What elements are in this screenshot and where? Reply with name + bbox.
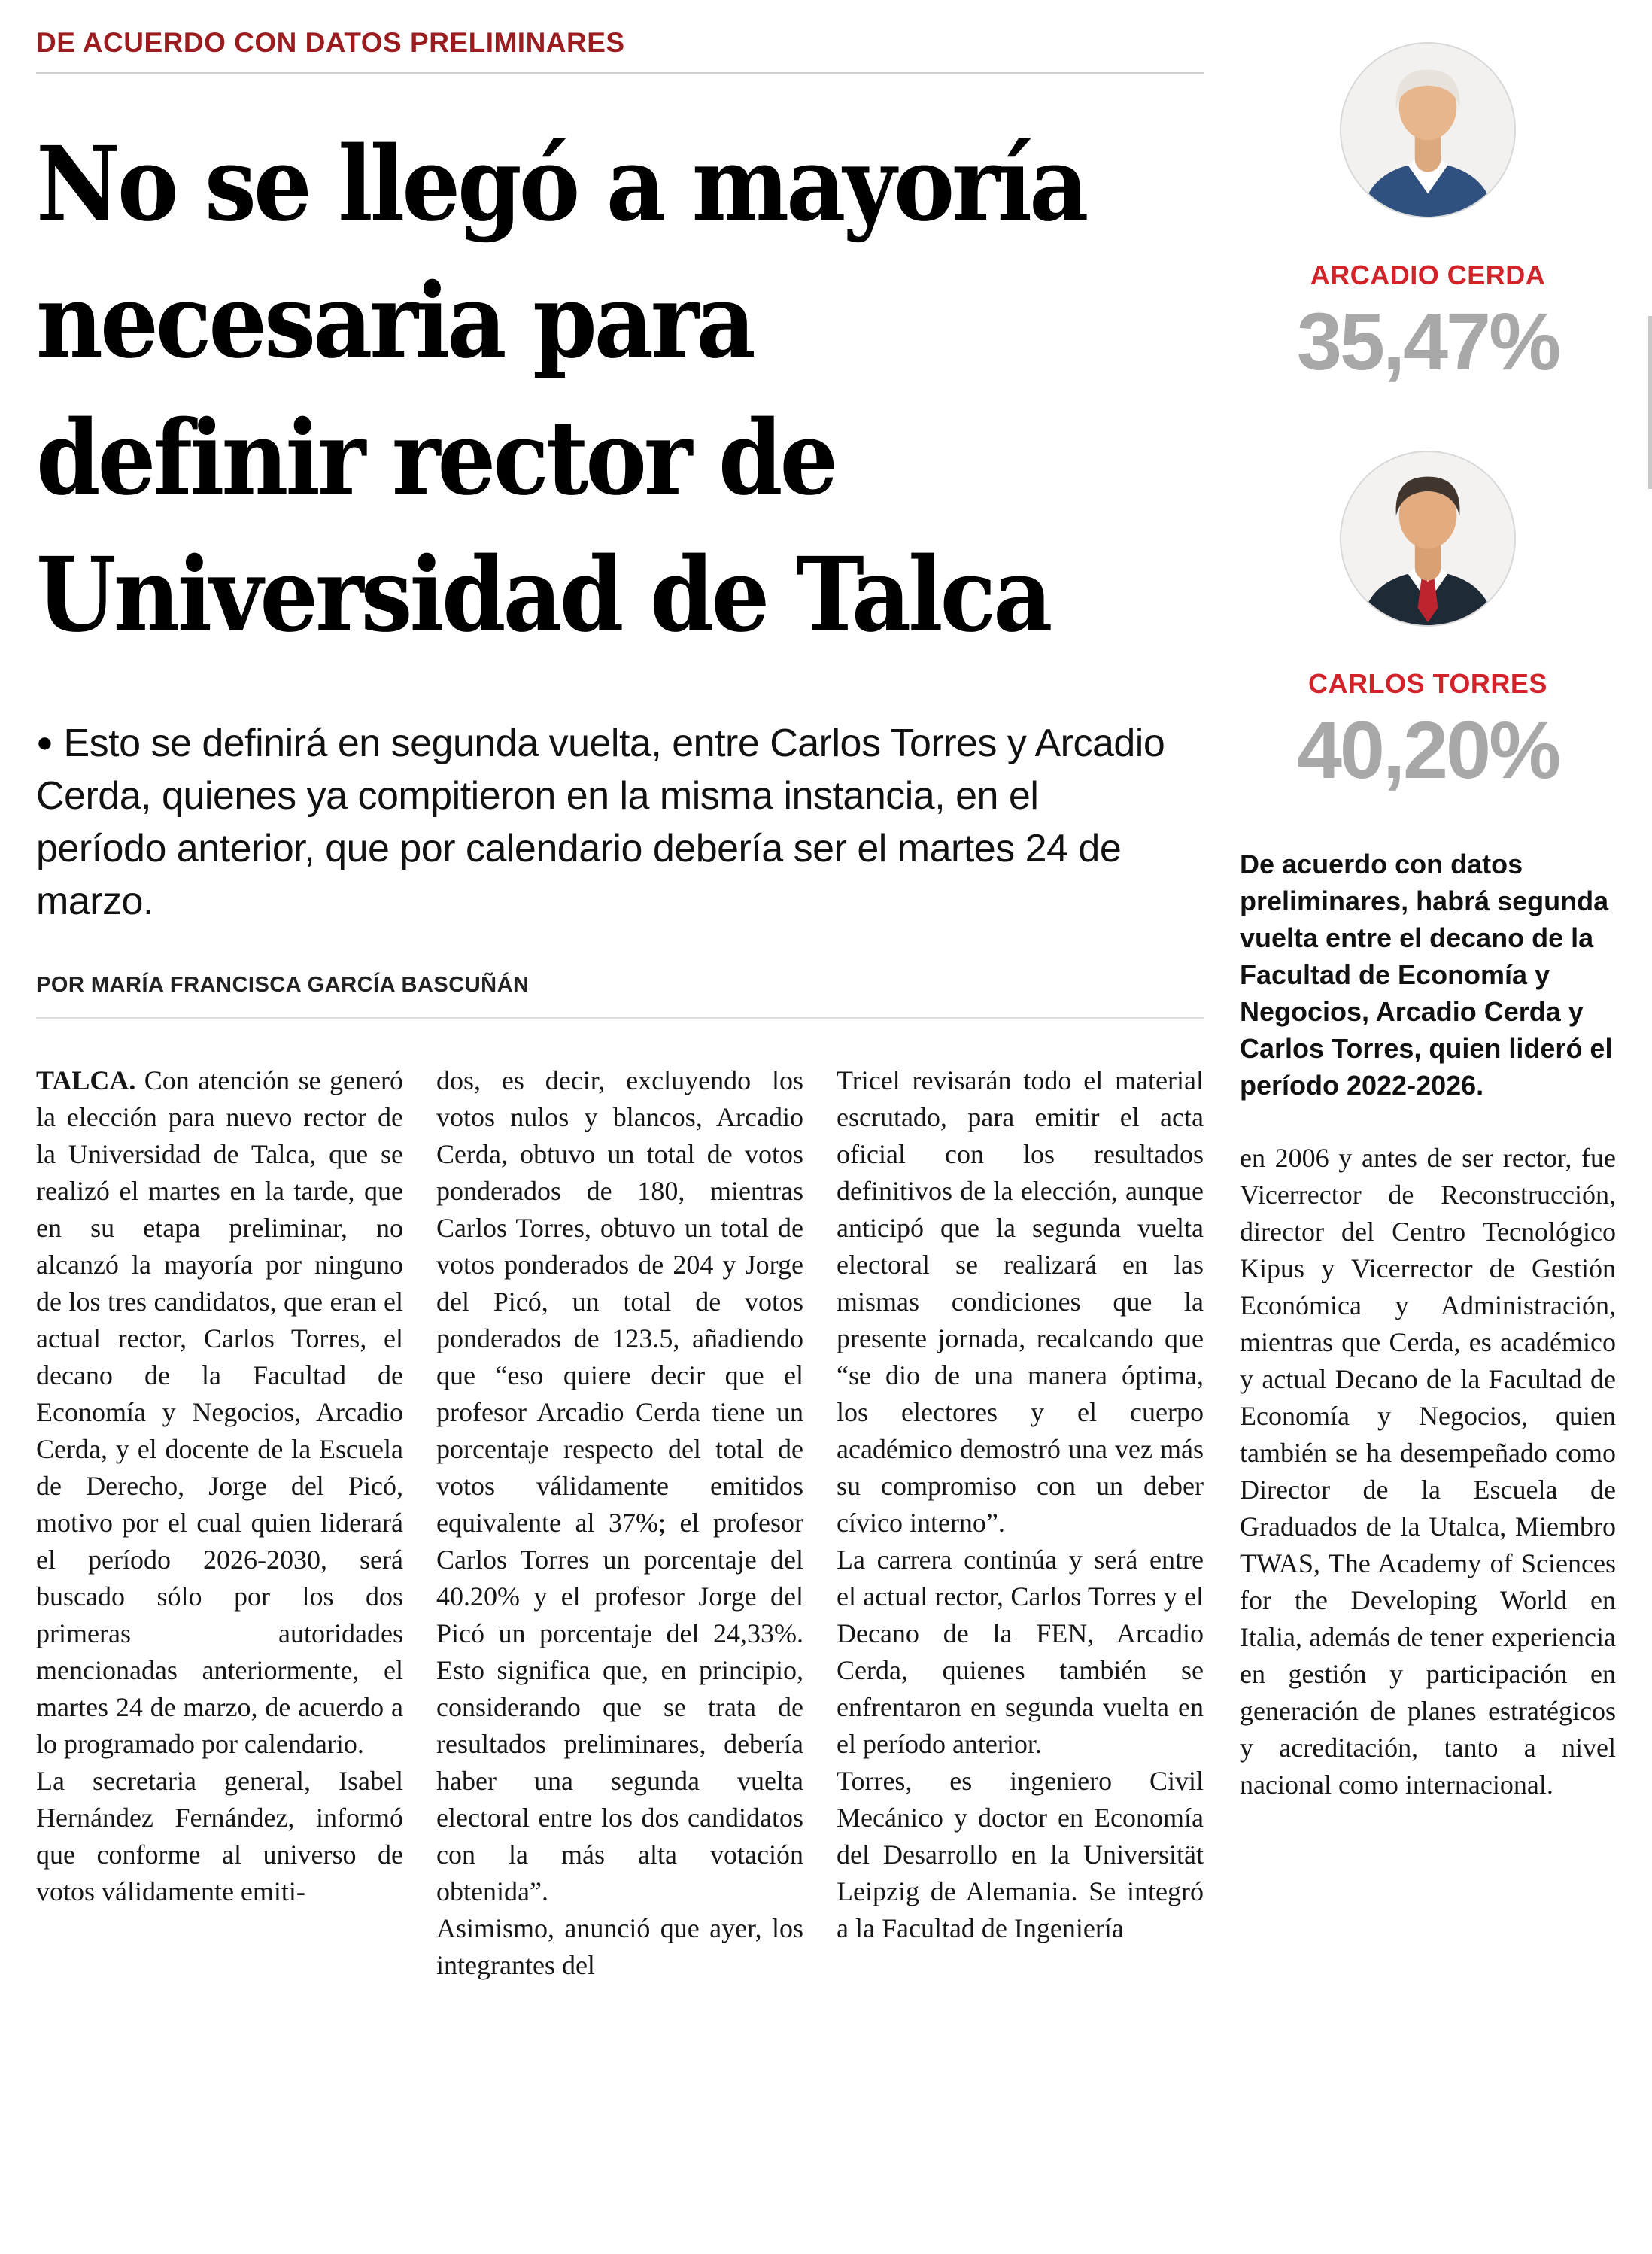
article-body	[36, 1062, 1204, 1984]
candidate-percentage: 35,47%	[1296, 296, 1559, 387]
person-avatar-icon	[1341, 452, 1514, 625]
page-edge-rule	[1648, 316, 1652, 489]
headline-line: definir rector de	[36, 398, 836, 518]
paragraph: La secretaria general, Isabel Hernández Fernández, informó que conforme al universo de votos válidamente emiti-	[36, 1766, 403, 1906]
sidebar-body-text: en 2006 y antes de ser rector, fue Vicerrector de Reconstrucción, director del Centro Tecnológico Kipus y Vicerrector de Gestión Económica y Administración, mientras que Cerda, es académico y actual Decano de la Facultad de Economía y Negocios, quien también se ha desempeñado como Director de la Escuela de Graduados de la Utalca, Miembro TWAS, The Academy of Sciences for the Developing World en Italia, además de tener experiencia en gestión y participación en generación de planes estratégicos y acreditación, tanto a nivel nacional como internacional.	[1240, 1143, 1616, 1800]
candidate-percentage: 40,20%	[1296, 704, 1559, 795]
candidate-card-arcadio-cerda	[1240, 42, 1616, 387]
candidate-name: CARLOS TORRES	[1308, 668, 1547, 699]
sidebar-lede: De acuerdo con datos preliminares, habrá segunda vuelta entre el decano de la Facultad de Economía y Negocios, Arcadio Cerda y Carlos Torres, quien lideró el período 2022-2026.	[1240, 849, 1613, 1101]
headline	[36, 116, 1204, 664]
deck-text: Esto se definirá en segunda vuelta, entre Carlos Torres y Arcadio Cerda, quienes ya compitieron en la misma instancia, en el período anterior, que por calendario debería ser el martes 24 de marzo.	[36, 721, 1165, 923]
article-column-1	[36, 1062, 403, 1984]
arcadio-cerda-portrait-photo	[1340, 42, 1516, 218]
carlos-torres-portrait-photo	[1340, 451, 1516, 627]
byline: POR MARÍA FRANCISCA GARCÍA BASCUÑÁN	[36, 973, 530, 997]
dateline: TALCA.	[36, 1065, 136, 1095]
main-article	[36, 27, 1204, 1984]
paragraph: La carrera continúa y será entre el actual rector, Carlos Torres y el Decano de la FEN, Arcadio Cerda, quienes también se enfrentaron en segunda vuelta en el período anterior.	[837, 1545, 1204, 1759]
paragraph: Tricel revisarán todo el material escrutado, para emitir el acta oficial con los resultados definitivos de la elección, aunque anticipó que la segunda vuelta electoral se realizará en las mismas condiciones que la presente jornada, recalcando que “se dio de una manera óptima, los electores y el cuerpo académico demostró una vez más su compromiso con un deber cívico interno”.	[837, 1065, 1204, 1538]
person-avatar-icon	[1341, 44, 1514, 217]
paragraph: Asimismo, anunció que ayer, los integrantes del	[436, 1913, 803, 1980]
headline-line: Universidad de Talca	[36, 535, 1050, 655]
results-sidebar	[1240, 27, 1616, 1984]
bullet-icon: ●	[36, 727, 53, 758]
page-content	[36, 27, 1616, 1984]
kicker-rule	[36, 72, 1204, 74]
byline-rule	[36, 1017, 1204, 1019]
candidate-card-carlos-torres	[1240, 451, 1616, 795]
kicker: DE ACUERDO CON DATOS PRELIMINARES	[36, 27, 625, 58]
deck	[36, 716, 1172, 928]
paragraph: dos, es decir, excluyendo los votos nulos y blancos, Arcadio Cerda, obtuvo un total de votos ponderados de 180, mientras Carlos Torres, obtuvo un total de votos ponderados de 204 y Jorge del Picó, un total de votos ponderados de 123.5, añadiendo que “eso quiere decir que el profesor Arcadio Cerda tiene un porcentaje respecto del total de votos válidamente emitidos equivalente al 37%; el profesor Carlos Torres un porcentaje del 40.20% y el profesor Jorge del Picó un porcentaje del 24,33%. Esto significa que, en principio, considerando que se trata de resultados preliminares, debería haber una segunda vuelta electoral entre los dos candidatos con la más alta votación obtenida”.	[436, 1065, 803, 1906]
headline-line: necesaria para	[36, 261, 753, 381]
article-column-3	[837, 1062, 1204, 1984]
paragraph-text: Con atención se generó la elección para nuevo rector de la Universidad de Talca, que se realizó el martes en la tarde, que en su etapa preliminar, no alcanzó la mayoría por ninguno de los tres candidatos, que eran el actual rector, Carlos Torres, el decano de la Facultad de Economía y Negocios, Arcadio Cerda, y el docente de la Escuela de Derecho, Jorge del Picó, motivo por el cual quien liderará el período 2026-2030, será buscado sólo por los dos primeras autoridades mencionadas anteriormente, el martes 24 de marzo, de acuerdo a lo programado por calendario.	[36, 1065, 403, 1759]
paragraph	[36, 1062, 403, 1763]
headline-line: No se llegó a mayoría	[36, 124, 1086, 245]
candidate-name: ARCADIO CERDA	[1310, 260, 1546, 290]
paragraph: Torres, es ingeniero Civil Mecánico y doctor en Economía del Desarrollo en la Universität Leipzig de Alemania. Se integró a la Facultad de Ingeniería	[837, 1766, 1204, 1943]
article-column-2	[436, 1062, 803, 1984]
